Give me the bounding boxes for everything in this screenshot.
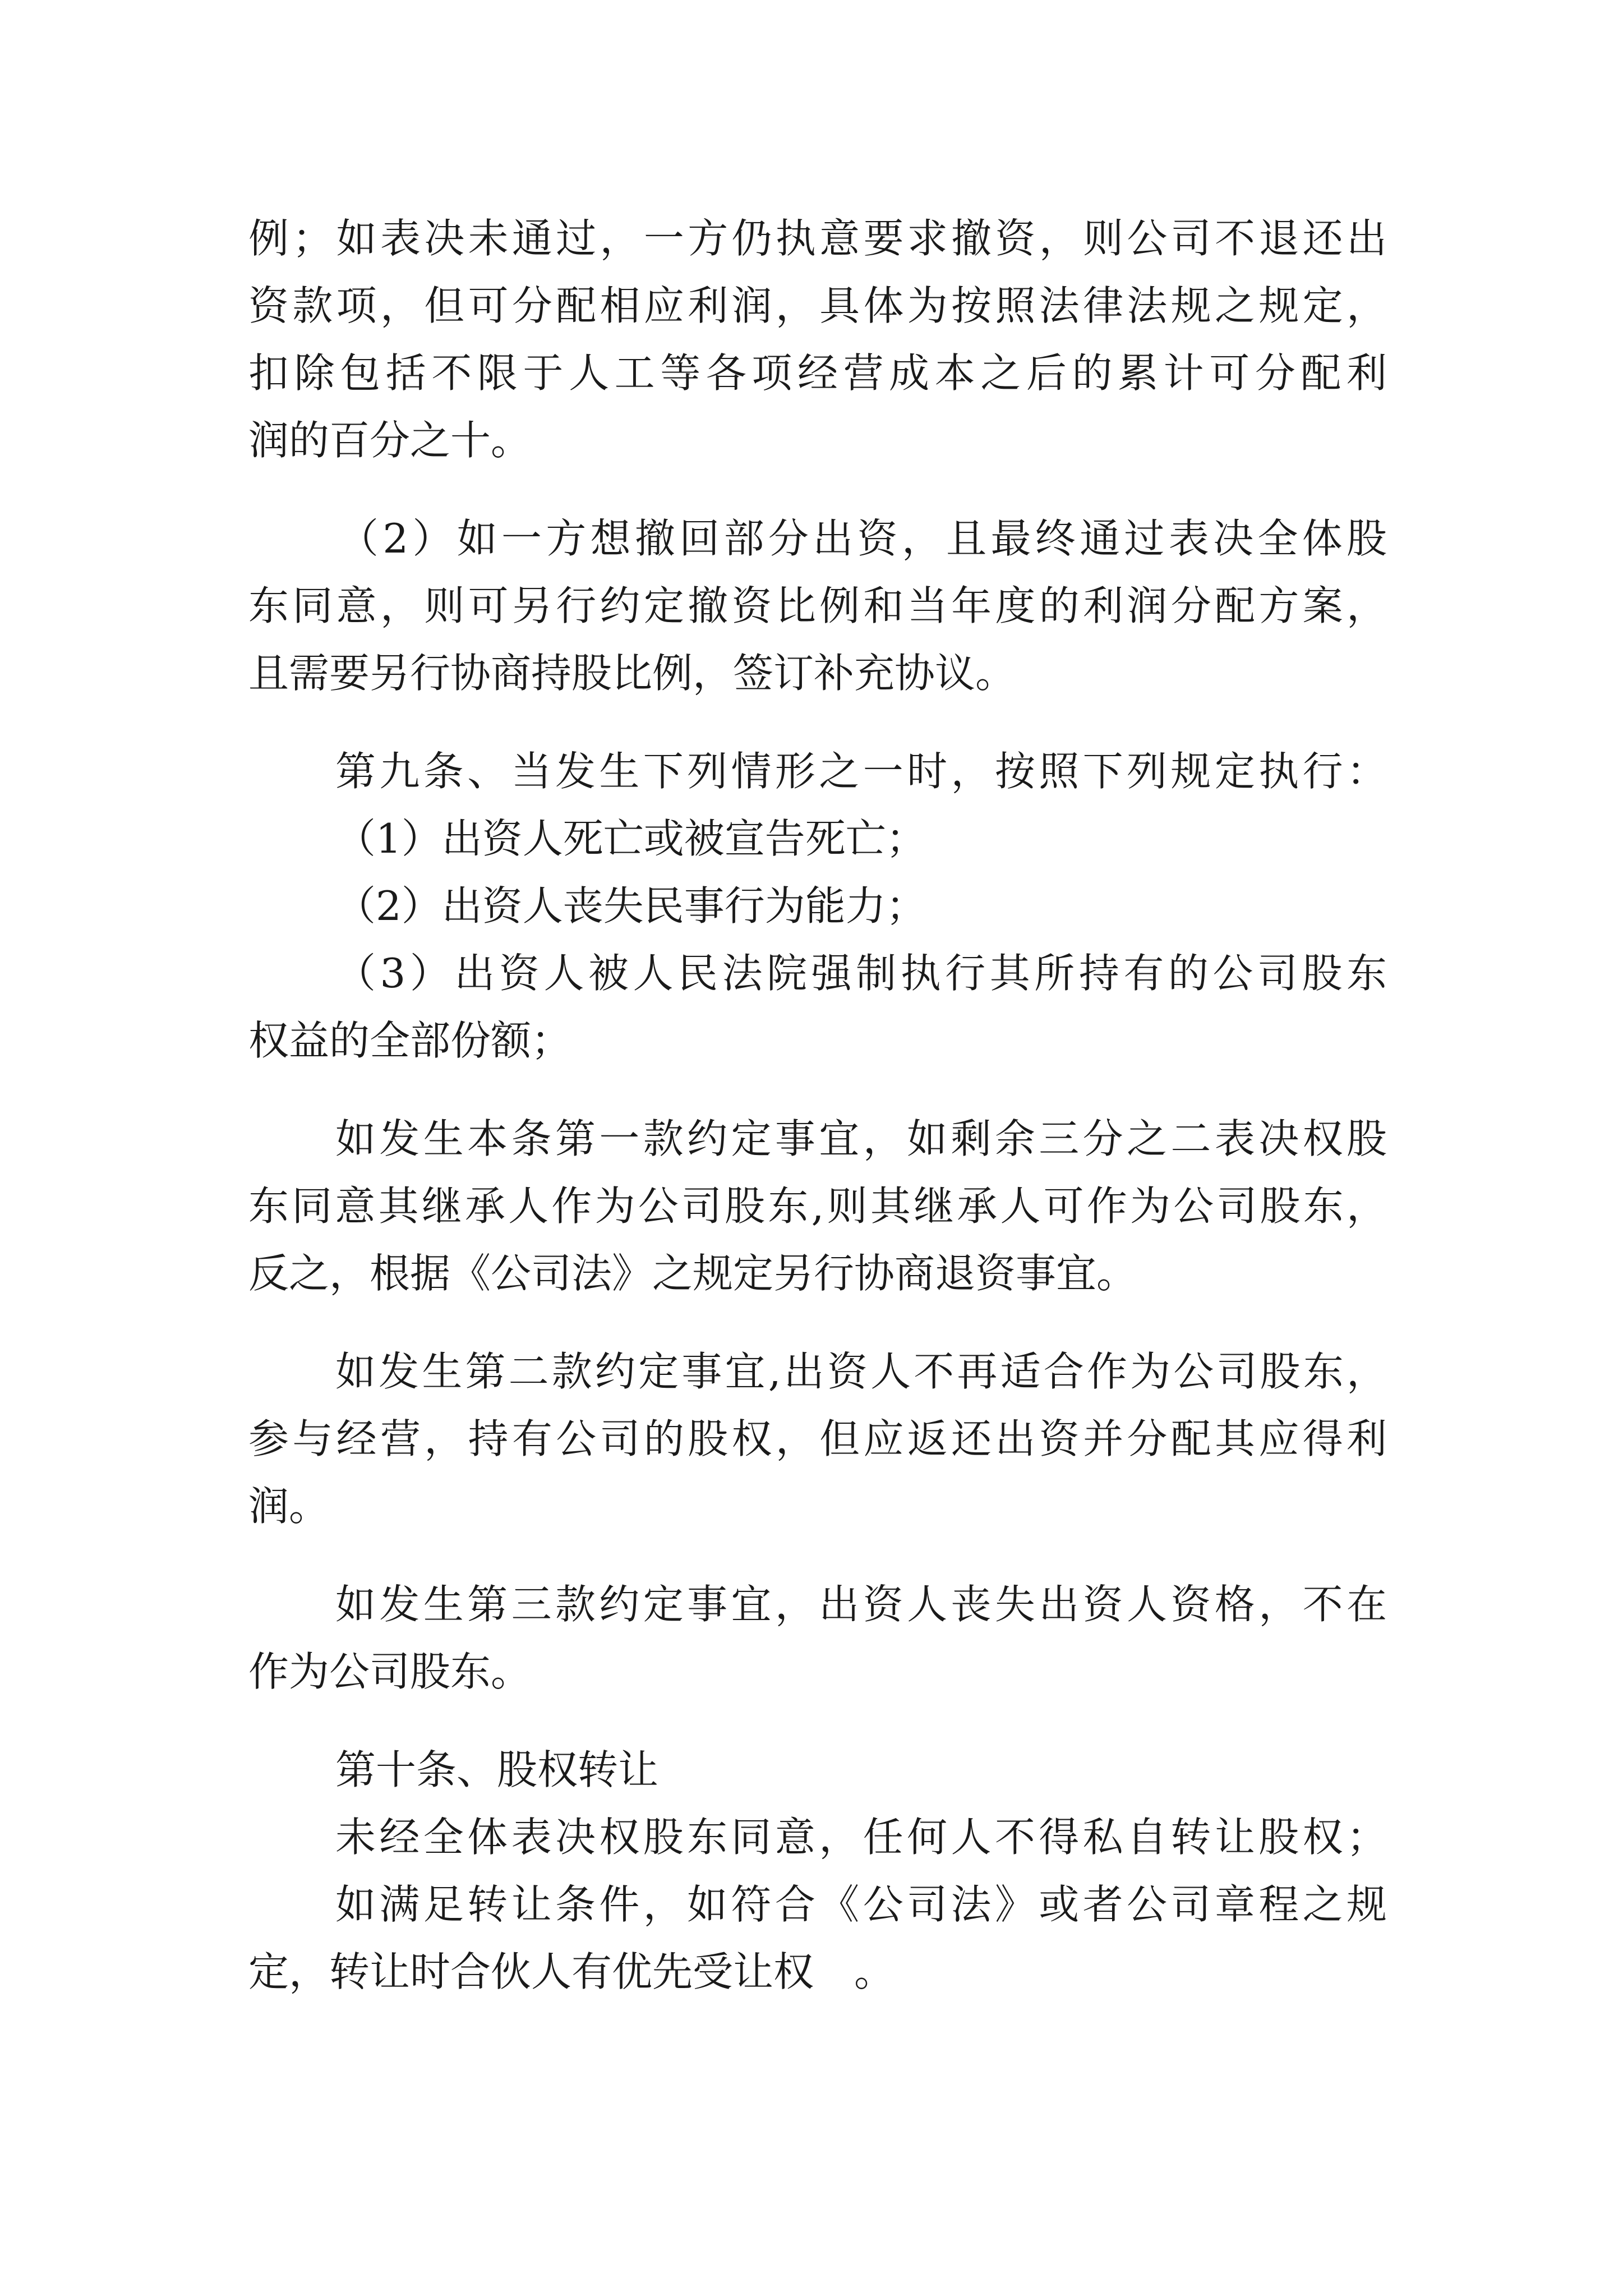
text-line: 参与经营，持有公司的股权，但应返还出资并分配其应得利	[248, 1415, 1387, 1462]
list-item: （3）出资人被人民法院强制执行其所持有的公司股东	[335, 950, 1387, 997]
text-line: 润的百分之十。	[248, 417, 532, 464]
article-heading: 第九条、当发生下列情形之一时，按照下列规定执行：	[335, 748, 1387, 795]
text-line: 例；如表决未通过，一方仍执意要求撤资，则公司不退还出	[248, 215, 1387, 262]
paragraph-gap	[248, 1074, 1387, 1105]
paragraph-gap	[248, 474, 1387, 505]
document-body	[248, 205, 1387, 2005]
text-line: 且需要另行协商持股比例，签订补充协议。	[248, 650, 1016, 697]
article-heading: 第十条、股权转让	[335, 1746, 659, 1793]
text-line: 如发生本条第一款约定事宜，如剩余三分之二表决权股	[335, 1115, 1387, 1162]
paragraph-gap	[248, 1307, 1387, 1338]
paragraph-gap	[248, 707, 1387, 738]
text-line: 定，转让时合伙人有优先受让权 。	[248, 1948, 895, 1995]
paragraph-gap	[248, 1540, 1387, 1571]
text-line: 权益的全部份额；	[248, 1017, 572, 1064]
list-item: （1）出资人死亡或被宣告死亡；	[335, 815, 926, 862]
text-line: 资款项，但可分配相应利润，具体为按照法律法规之规定，	[248, 282, 1387, 329]
text-line: 如发生第三款约定事宜，出资人丧失出资人资格，不在	[335, 1581, 1387, 1628]
text-line: 润。	[248, 1483, 330, 1530]
paragraph-gap	[248, 1705, 1387, 1736]
text-line: 扣除包括不限于人工等各项经营成本之后的累计可分配利	[248, 349, 1387, 397]
text-line: （2）如一方想撤回部分出资，且最终通过表决全体股	[338, 515, 1387, 562]
text-line: 反之，根据《公司法》之规定另行协商退资事宜。	[248, 1250, 1137, 1297]
text-line: 未经全体表决权股东同意，任何人不得私自转让股权；	[335, 1814, 1387, 1861]
text-line: 作为公司股东。	[248, 1648, 532, 1695]
text-line: 如发生第二款约定事宜,出资人不再适合作为公司股东，	[335, 1348, 1387, 1395]
text-line: 东同意其继承人作为公司股东,则其继承人可作为公司股东，	[248, 1182, 1387, 1230]
list-item: （2）出资人丧失民事行为能力；	[335, 882, 926, 930]
text-line: 如满足转让条件，如符合《公司法》或者公司章程之规	[335, 1881, 1387, 1928]
text-line: 东同意，则可另行约定撤资比例和当年度的利润分配方案，	[248, 582, 1387, 629]
